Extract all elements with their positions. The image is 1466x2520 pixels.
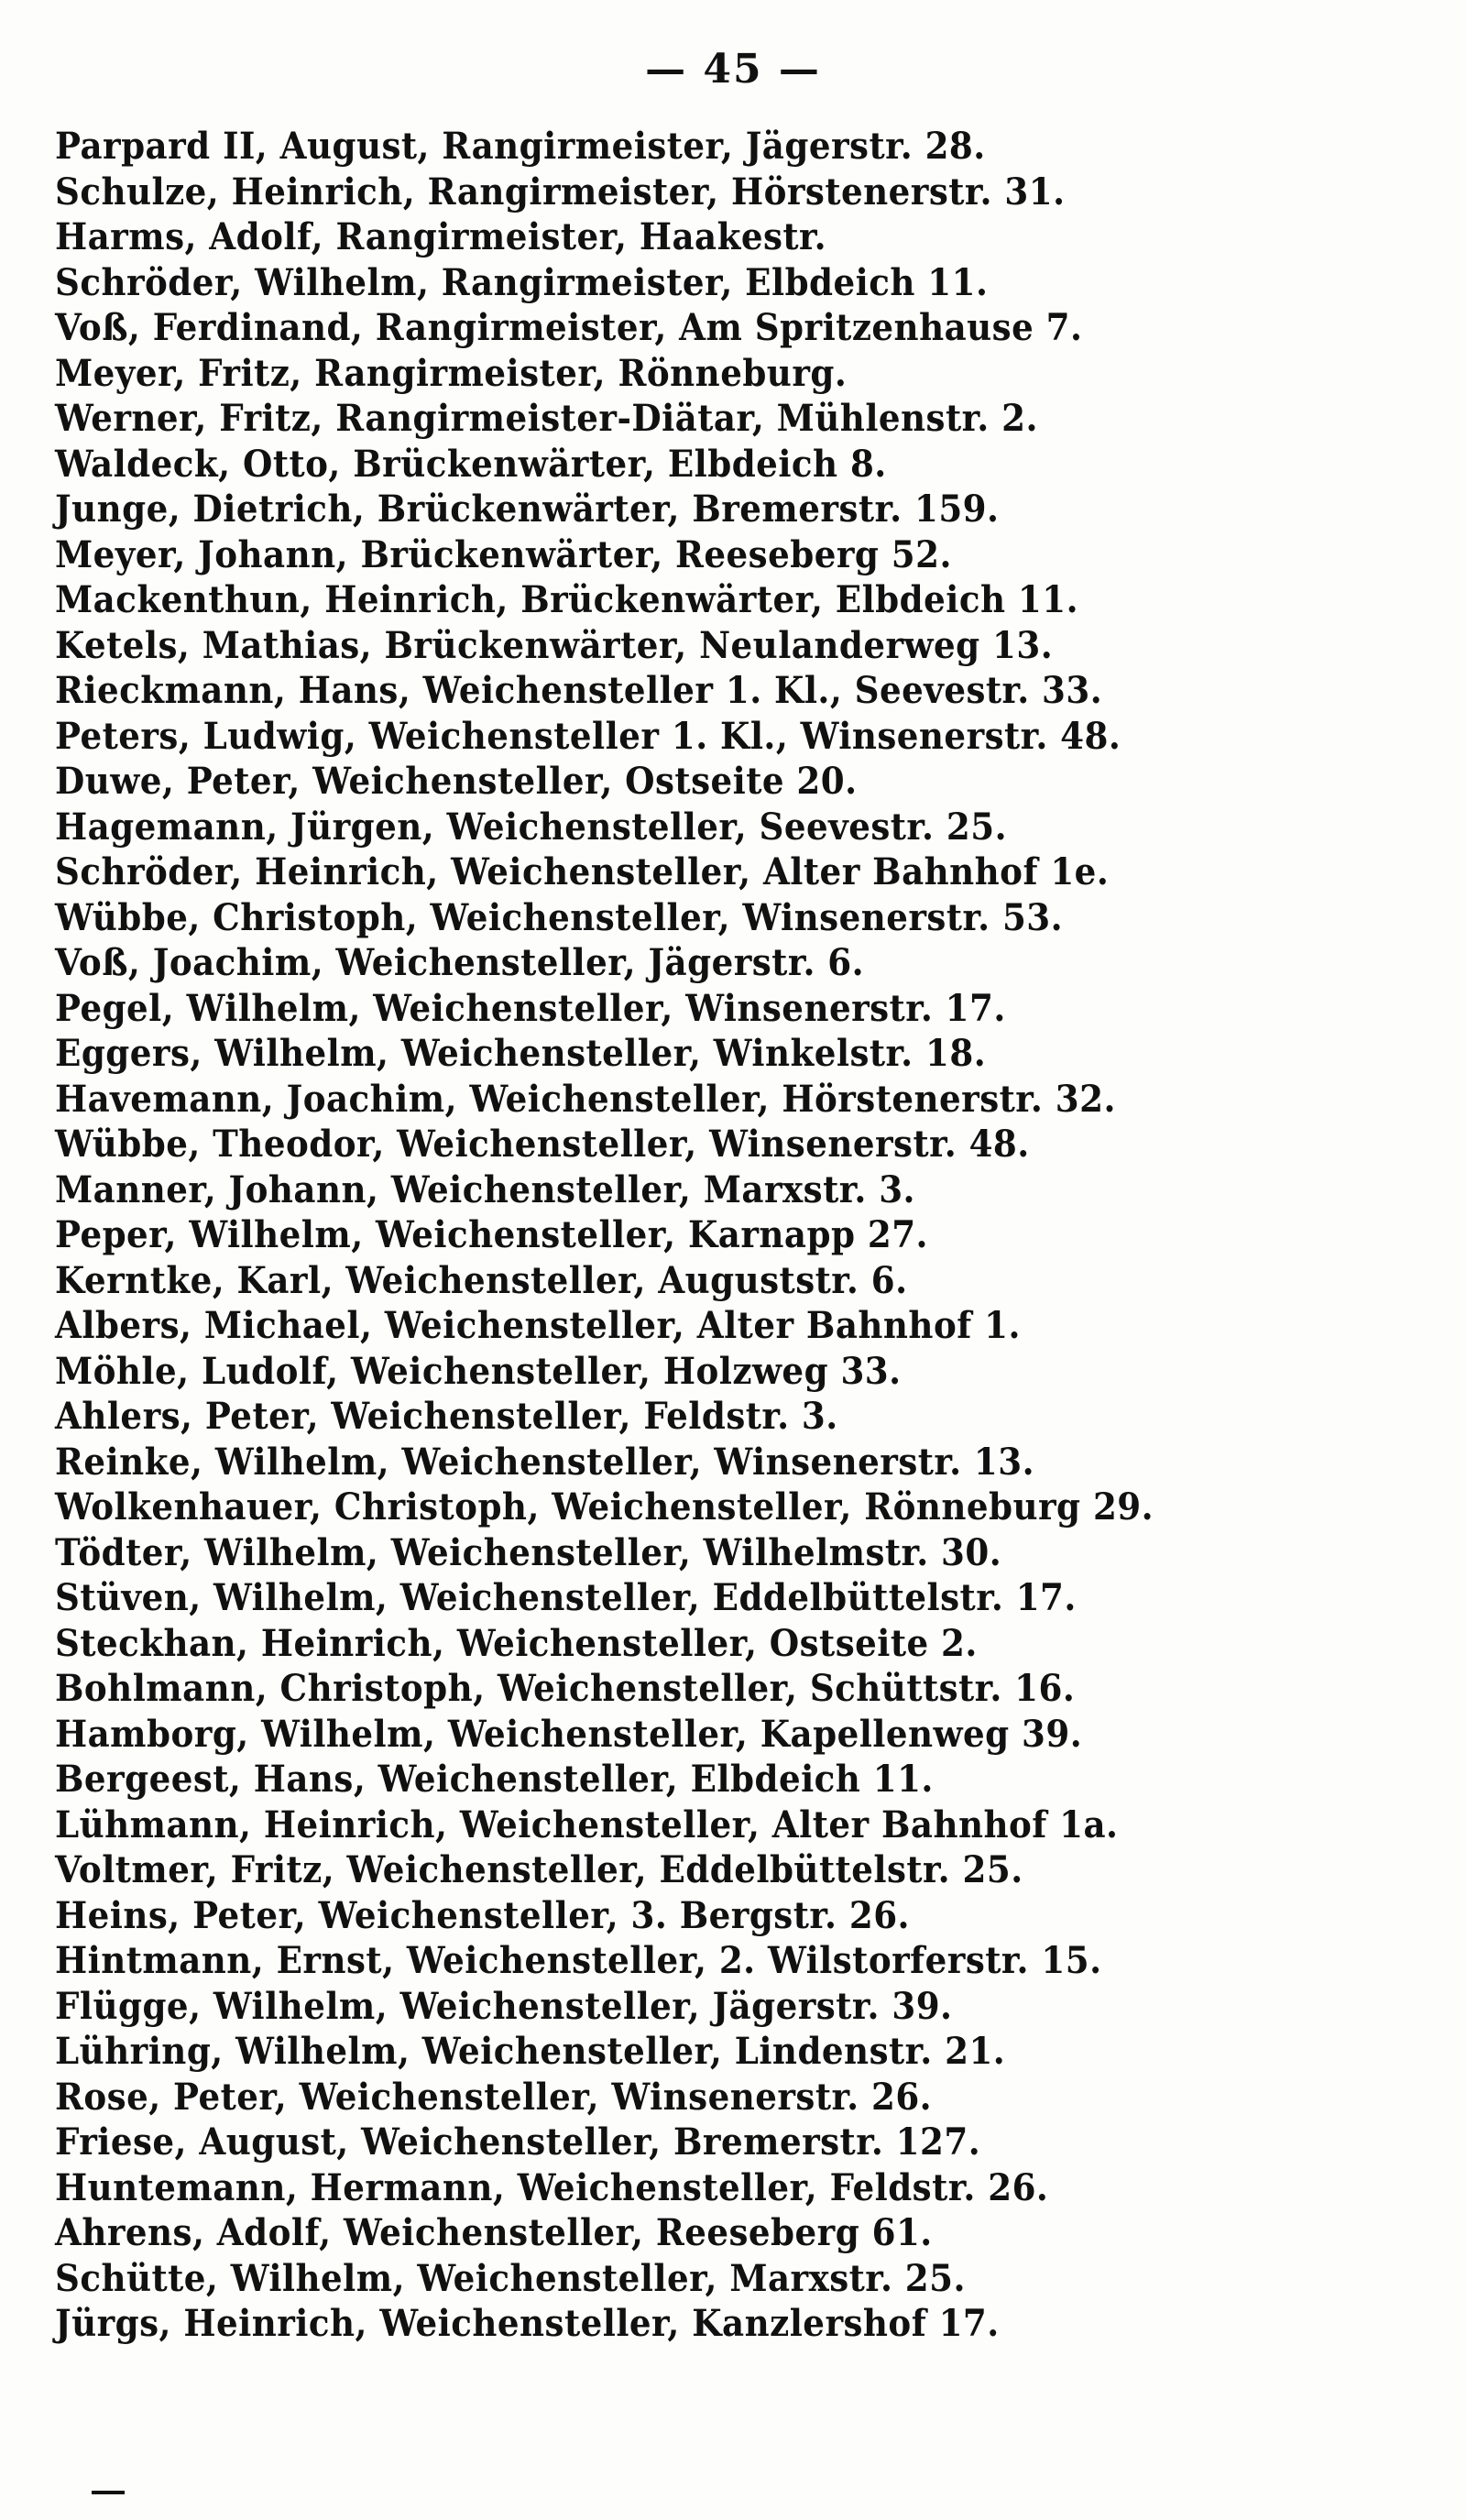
entry-text: Harms, Adolf, Rangirmeister, Haakestr. [55,215,827,258]
entry-text: Rose, Peter, Weichensteller, Winsenerstr. 26. [55,2075,933,2119]
entry-text: Hamborg, Wilhelm, Weichensteller, Kapellenweg 39. [55,1712,1083,1756]
list-item [55,2075,1429,2120]
entry-text: Steckhan, Heinrich, Weichensteller, Ostseite 2. [55,1621,978,1665]
entry-text: Schulze, Heinrich, Rangirmeister, Hörstenerstr. 31. [55,170,1066,214]
entry-text: Lühmann, Heinrich, Weichensteller, Alter Bahnhof 1a. [55,1802,1119,1846]
list-item [55,1847,1429,1893]
entry-text: Rieckmann, Hans, Weichensteller 1. Kl., Seevestr. 33. [55,669,1103,712]
list-item [55,351,1429,397]
list-item [55,2029,1429,2075]
list-item [55,2165,1429,2211]
entry-text: Parpard II, August, Rangirmeister, Jägerstr. 28. [55,125,986,168]
entry-text: Mackenthun, Heinrich, Brückenwärter, Elbdeich 11. [55,578,1079,621]
list-item [55,1485,1429,1530]
list-item [55,1167,1429,1213]
list-item [55,759,1429,805]
entry-text: Schröder, Wilhelm, Rangirmeister, Elbdeich 11. [55,260,989,304]
list-item [55,1712,1429,1758]
list-item [55,1984,1429,2030]
list-item [55,1122,1429,1167]
list-item [55,1303,1429,1349]
list-item [55,260,1429,306]
list-item [55,1440,1429,1485]
list-item [55,2210,1429,2256]
entry-text: Meyer, Fritz, Rangirmeister, Rönneburg. [55,351,848,395]
entry-text: Bohlmann, Christoph, Weichensteller, Schüttstr. 16. [55,1667,1076,1710]
entry-text: Voß, Joachim, Weichensteller, Jägerstr. 6. [55,941,865,984]
entry-text: Heins, Peter, Weichensteller, 3. Bergstr. 26. [55,1893,910,1937]
entry-text: Peper, Wilhelm, Weichensteller, Karnapp 27. [55,1213,928,1256]
list-item [55,532,1429,578]
list-item [55,170,1429,215]
list-item [55,1802,1429,1848]
entry-text: Huntemann, Hermann, Weichensteller, Feldstr. 26. [55,2165,1049,2209]
entry-text: Junge, Dietrich, Brückenwärter, Bremerstr. 159. [55,488,1000,531]
entry-text: Voltmer, Fritz, Weichensteller, Eddelbüttelstr. 25. [55,1848,1023,1891]
list-item [55,1394,1429,1440]
entry-text: Bergeest, Hans, Weichensteller, Elbdeich 11. [55,1758,934,1801]
list-item [55,2301,1429,2347]
entry-text: Havemann, Joachim, Weichensteller, Hörstenerstr. 32. [55,1077,1116,1121]
entry-text: Pegel, Wilhelm, Weichensteller, Winsenerstr. 17. [55,986,1006,1030]
entry-text: Eggers, Wilhelm, Weichensteller, Winkelstr. 18. [55,1032,987,1075]
list-item [55,214,1429,260]
entry-text: Wolkenhauer, Christoph, Weichensteller, Rönneburg 29. [55,1485,1154,1528]
entry-text: Flügge, Wilhelm, Weichensteller, Jägerstr. 39. [55,1984,953,2028]
entry-text: Duwe, Peter, Weichensteller, Ostseite 20. [55,760,858,803]
list-item [55,1530,1429,1576]
list-item [55,1031,1429,1077]
list-item [55,849,1429,895]
entry-text: Voß, Ferdinand, Rangirmeister, Am Spritzenhause 7. [55,306,1083,349]
directory-list [55,124,1429,2347]
list-item [55,1621,1429,1667]
list-item [55,1349,1429,1395]
list-item [55,1077,1429,1123]
entry-text: Tödter, Wilhelm, Weichensteller, Wilhelmstr. 30. [55,1530,1002,1574]
list-item [55,1212,1429,1258]
list-item [55,124,1429,170]
entry-text: Ahrens, Adolf, Weichensteller, Reeseberg 61. [55,2211,933,2254]
entry-text: Möhle, Ludolf, Weichensteller, Holzweg 33. [55,1349,902,1393]
entry-text: Waldeck, Otto, Brückenwärter, Elbdeich 8. [55,442,887,486]
entry-text: Hintmann, Ernst, Weichensteller, 2. Wilstorferstr. 15. [55,1939,1102,1982]
entry-text: Ahlers, Peter, Weichensteller, Feldstr. 3. [55,1395,838,1438]
entry-text: Hagemann, Jürgen, Weichensteller, Seevestr. 25. [55,805,1008,849]
list-item [55,1258,1429,1304]
list-item [55,805,1429,850]
print-mark [92,2491,125,2494]
list-item [55,1575,1429,1621]
list-item [55,714,1429,760]
entry-text: Albers, Michael, Weichensteller, Alter Bahnhof 1. [55,1304,1021,1347]
list-item [55,1666,1429,1712]
list-item [55,940,1429,986]
entry-text: Wübbe, Theodor, Weichensteller, Winsenerstr. 48. [55,1123,1030,1166]
entry-text: Lühring, Wilhelm, Weichensteller, Lindenstr. 21. [55,2030,1006,2073]
entry-text: Stüven, Wilhelm, Weichensteller, Eddelbüttelstr. 17. [55,1576,1077,1619]
list-item [55,442,1429,488]
list-item [55,487,1429,532]
list-item [55,986,1429,1032]
list-item [55,305,1429,351]
entry-text: Reinke, Wilhelm, Weichensteller, Winsenerstr. 13. [55,1440,1035,1484]
page-number: — 45 — [645,46,821,93]
entry-text: Kerntke, Karl, Weichensteller, Auguststr. 6. [55,1258,908,1302]
list-item [55,2120,1429,2165]
list-item [55,623,1429,669]
entry-text: Ketels, Mathias, Brückenwärter, Neulanderweg 13. [55,623,1054,667]
list-item [55,577,1429,623]
entry-text: Friese, August, Weichensteller, Bremerstr. 127. [55,2120,981,2164]
list-item [55,396,1429,442]
entry-text: Manner, Johann, Weichensteller, Marxstr. 3. [55,1167,915,1211]
list-item [55,895,1429,941]
list-item [55,1893,1429,1939]
list-item [55,668,1429,714]
entry-text: Wübbe, Christoph, Weichensteller, Winsenerstr. 53. [55,895,1064,939]
entry-text: Meyer, Johann, Brückenwärter, Reeseberg 52. [55,532,952,576]
entry-text: Schröder, Heinrich, Weichensteller, Alter Bahnhof 1e. [55,850,1110,893]
entry-text: Werner, Fritz, Rangirmeister-Diätar, Mühlenstr. 2. [55,397,1038,440]
list-item [55,1938,1429,1984]
list-item [55,2256,1429,2302]
entry-text: Peters, Ludwig, Weichensteller 1. Kl., Winsenerstr. 48. [55,714,1121,758]
entry-text: Schütte, Wilhelm, Weichensteller, Marxstr. 25. [55,2256,966,2300]
list-item [55,1757,1429,1802]
entry-text: Jürgs, Heinrich, Weichensteller, Kanzlershof 17. [55,2302,1000,2345]
